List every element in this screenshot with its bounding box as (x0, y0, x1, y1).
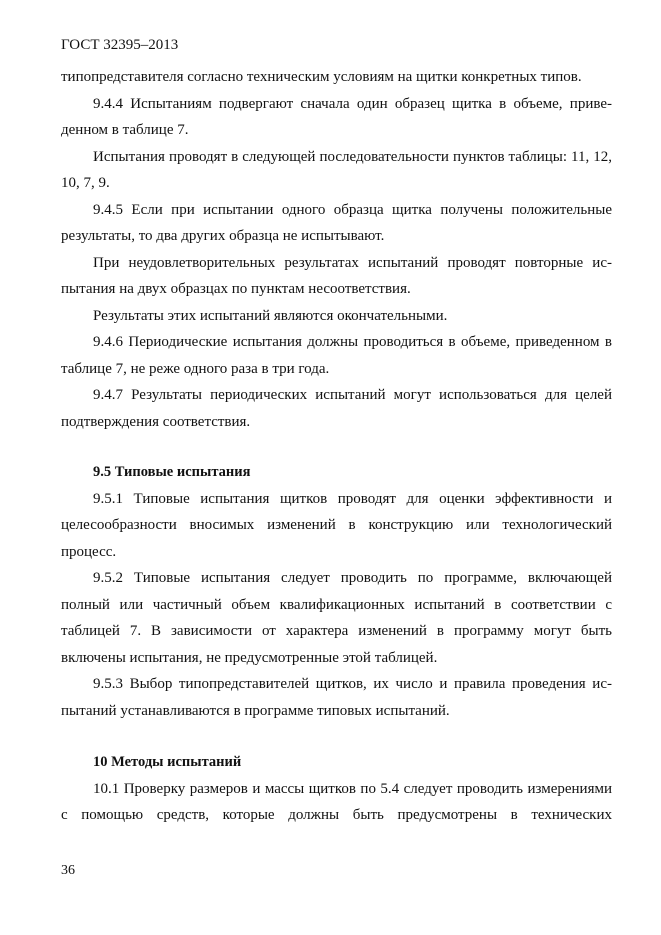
paragraph-9-4-5: 9.4.5 Если при испытании одного образца щитка получены положительные результаты, то два других образца не испытывают. (61, 201, 612, 244)
paragraph-9-5-3: 9.5.3 Выбор типопредставителей щитков, их число и правила проведения испытаний устанавливаются в программе типовых испытаний. (61, 676, 612, 719)
section-title-10: 10 Методы испытаний (93, 754, 242, 770)
paragraph-9-4-4: 9.4.4 Испытаниям подвергают сначала один образец щитка в объеме, приведенном в таблице 7. (61, 95, 612, 138)
paragraph-continuation: типопредставителя согласно техническим условиям на щитки конкретных типов. (61, 69, 582, 85)
page-number: 36 (61, 863, 75, 878)
page-body (61, 64, 612, 829)
paragraph-9-5-2: 9.5.2 Типовые испытания следует проводить по программе, включающей полный или частичный объем квалификационных испытаний в соответствии с таблицей 7. В зависимости от характера изменений в программу могут быть включены испытания, не предусмотренные этой таблицей. (61, 570, 612, 666)
paragraph-10-1: 10.1 Проверку размеров и массы щитков по 5.4 следует проводить измерениями с помощью средств, которые должны быть предусмотрены в технических (61, 780, 612, 823)
paragraph-9-4-6: 9.4.6 Периодические испытания должны проводиться в объеме, приведенном в таблице 7, не реже одного раза в три года. (61, 334, 612, 377)
section-spacer (61, 435, 612, 459)
section-title-9-5: 9.5 Типовые испытания (93, 464, 251, 480)
paragraph-9-4-7: 9.4.7 Результаты периодических испытаний могут использоваться для целей подтверждения соответствия. (61, 387, 612, 430)
section-spacer (61, 724, 612, 749)
paragraph-repeat-tests: При неудовлетворительных результатах испытаний проводят повторные испытания на двух образцах по пунктам несоответствия. (61, 254, 612, 297)
document-header: ГОСТ 32395–2013 (61, 37, 179, 53)
paragraph-final-results: Результаты этих испытаний являются окончательными. (93, 307, 448, 324)
paragraph-test-sequence: Испытания проводят в следующей последовательности пунктов таблицы: 11, 12, 10, 7, 9. (61, 148, 612, 191)
paragraph-9-5-1: 9.5.1 Типовые испытания щитков проводят для оценки эффективности и целесообразности вносимых изменений в конструкцию или технологический процесс. (61, 490, 612, 560)
